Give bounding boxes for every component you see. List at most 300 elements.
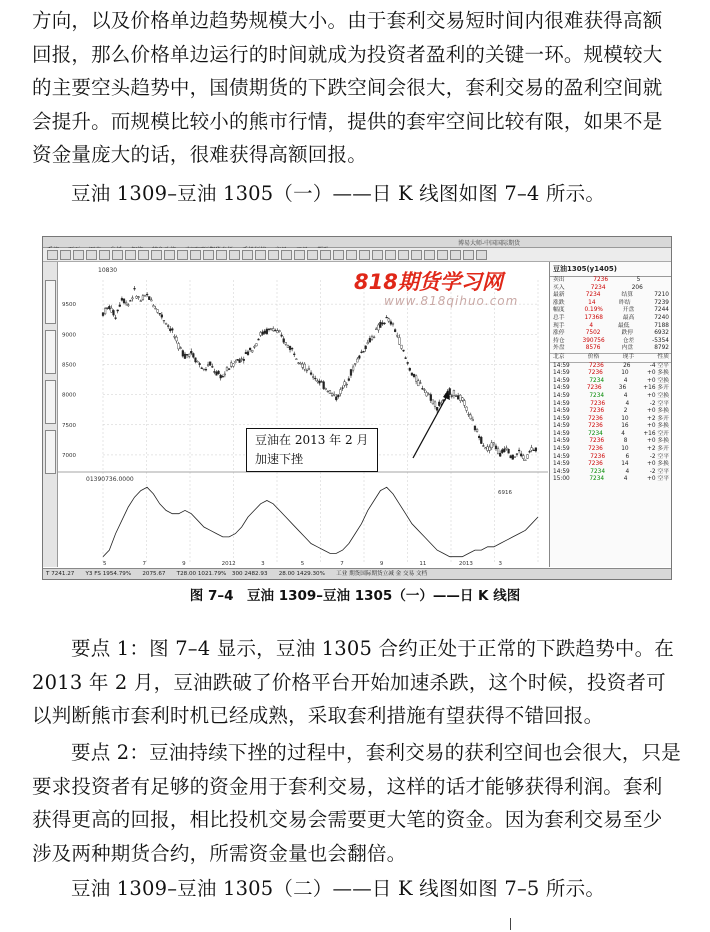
tick-cell: 7236	[589, 408, 605, 415]
tick-cell: 2	[623, 408, 628, 415]
candle-body	[468, 414, 470, 415]
tick-row	[550, 385, 672, 393]
price-label: 9500	[62, 302, 76, 309]
candle-body	[285, 342, 287, 344]
candle-body	[308, 368, 310, 369]
candle-body	[373, 337, 375, 338]
month-label: 2013	[458, 561, 473, 567]
tick-cell: 7236	[588, 370, 603, 377]
toolbar-button-icon[interactable]	[229, 250, 240, 260]
candle-body	[411, 373, 413, 375]
candle-body	[529, 451, 531, 452]
tick-cell: 4	[625, 400, 630, 407]
candle-body	[480, 437, 482, 443]
candle-body	[213, 371, 215, 372]
candle-body	[422, 388, 424, 389]
tick-cell: +0 多换	[647, 370, 669, 377]
tick-cell: 10	[621, 370, 629, 377]
quote-cell: 最高	[622, 314, 635, 321]
candle-body	[476, 429, 478, 431]
candle-body	[327, 391, 329, 392]
ticks-header-cell: 现手	[622, 353, 635, 360]
toolbar-button-icon[interactable]	[294, 250, 305, 260]
candle-body	[253, 346, 255, 347]
candle-body	[424, 390, 426, 391]
candle-body	[104, 309, 106, 314]
candle-body	[319, 381, 321, 383]
candle-body	[533, 450, 535, 451]
candle-body	[401, 345, 403, 348]
quote-cell: 0.19%	[584, 307, 603, 314]
month-label: 9	[182, 561, 186, 567]
candle-body	[432, 400, 434, 404]
quote-cell: 最低	[617, 322, 630, 329]
candle-body	[195, 358, 197, 362]
tick-cell: 14:59	[553, 446, 570, 453]
candle-body	[369, 338, 371, 342]
tick-cell: 14:59	[553, 468, 570, 475]
quote-cell: 结算	[621, 292, 634, 299]
candle-body	[470, 415, 472, 419]
candle-body	[333, 394, 335, 395]
candle-body	[449, 388, 451, 394]
candle-body	[205, 369, 207, 370]
candle-body	[279, 330, 281, 331]
toolbar-button-icon[interactable]	[164, 250, 175, 260]
tick-cell: 4	[623, 377, 628, 384]
toolbar-button-icon[interactable]	[125, 250, 136, 260]
tick-cell: 7236	[590, 400, 606, 407]
candle-body	[535, 448, 537, 451]
candle-body	[184, 354, 186, 359]
quote-cell: 7240	[654, 314, 669, 321]
candle-body	[144, 295, 146, 296]
tick-cell: 14:59	[553, 392, 570, 399]
candle-body	[342, 388, 344, 389]
tick-cell: +0 空换	[647, 377, 669, 384]
tick-cell: 14:59	[553, 415, 570, 422]
tick-cell: +0 多换	[647, 438, 669, 445]
paragraph-3: 要点 1：图 7–4 显示，豆油 1305 合约正处于正常的下跌趋势中。在 2013 年 2 月，豆油跌破了价格平台开始加速杀跌，这个时候，投资者可以判断熊市套利时机已经成熟，采取套利措施有望获得不错回报。	[32, 637, 674, 727]
tick-cell: 14:59	[553, 362, 570, 369]
candle-body	[150, 300, 152, 301]
toolbar-button-icon[interactable]	[242, 250, 253, 260]
page-mark	[510, 918, 511, 930]
toolbar-button-icon[interactable]	[60, 250, 71, 260]
tick-cell: 15:00	[553, 476, 570, 483]
tick-cell: 7236	[588, 415, 603, 422]
tick-cell: 7234	[590, 468, 606, 475]
candle-body	[180, 348, 182, 349]
candle-body	[464, 401, 466, 406]
candle-body	[277, 331, 279, 333]
quote-cell: 内盘	[621, 345, 634, 352]
left-tab	[45, 380, 56, 424]
tick-cell: 14:59	[553, 453, 570, 460]
candle-body	[461, 398, 463, 401]
quote-cell: -5354	[652, 337, 669, 344]
candle-body	[234, 361, 236, 362]
toolbar-button-icon[interactable]	[398, 250, 409, 260]
tick-row	[550, 423, 672, 431]
candle-body	[251, 350, 253, 352]
toolbar-button-icon[interactable]	[99, 250, 110, 260]
toolbar-button-icon[interactable]	[476, 250, 487, 260]
candle-body	[134, 288, 136, 289]
month-label: 7	[142, 561, 147, 567]
candle-body	[201, 368, 203, 369]
candle-body	[396, 335, 398, 336]
quote-cell: 5	[636, 277, 641, 283]
candle-body	[413, 374, 415, 377]
tick-cell: 14:59	[553, 461, 570, 468]
toolbar-button-icon[interactable]	[437, 250, 448, 260]
tick-cell: +0 空换	[647, 392, 669, 399]
candle-body	[197, 361, 199, 362]
candle-body	[390, 322, 392, 325]
tick-cell: +0 空平	[647, 476, 669, 483]
toolbar-button-icon[interactable]	[463, 250, 474, 260]
menu-bar	[43, 237, 671, 248]
toolbar-button-icon[interactable]	[151, 250, 162, 260]
quote-cell: 现手	[553, 322, 565, 329]
tick-cell: -2 空平	[649, 400, 669, 407]
candle-body	[451, 396, 453, 397]
candle-body	[226, 367, 228, 371]
candle-body	[289, 346, 291, 349]
toolbar-button-icon[interactable]	[86, 250, 97, 260]
candle-body	[199, 363, 201, 364]
candle-body	[119, 305, 121, 306]
price-label: 7000	[62, 452, 76, 459]
candle-body	[140, 301, 142, 302]
quote-cell: 6932	[654, 330, 669, 337]
candle-body	[304, 364, 306, 369]
candle-body	[520, 454, 522, 456]
candle-body	[516, 454, 518, 455]
quote-cell: 跌停	[621, 330, 634, 337]
candle-body	[188, 354, 190, 356]
tick-cell: 8	[623, 438, 628, 445]
tick-cell: 14:59	[553, 430, 570, 437]
candle-body	[403, 350, 405, 351]
candle-body	[489, 447, 491, 450]
toolbar-button-icon[interactable]	[307, 250, 318, 260]
toolbar-button-icon[interactable]	[203, 250, 214, 260]
candle-body	[503, 449, 505, 452]
annotation-line-2: 加速下挫	[255, 452, 304, 466]
paragraph-4: 要点 2：豆油持续下挫的过程中，套利交易的获利空间也会很大，只是要求投资者有足够的资金用于套利交易，这样的话才能够获得利润。套利获得更高的回报，相比投机交易会需要更大笔的资金。因为套利交易至少涉及两种期货合约，所需资金量也会翻倍。	[32, 741, 682, 865]
candle-body	[268, 329, 270, 330]
candle-body	[388, 319, 390, 321]
tick-cell: 14:59	[553, 400, 570, 407]
quote-cell: 幅度	[553, 307, 565, 314]
tick-row	[550, 461, 672, 469]
candle-body	[508, 449, 510, 453]
toolbar-button-icon[interactable]	[216, 250, 227, 260]
candle-body	[346, 384, 348, 385]
toolbar-button-icon[interactable]	[346, 250, 357, 260]
toolbar-button-icon[interactable]	[268, 250, 279, 260]
candle-body	[527, 455, 529, 459]
candle-body	[436, 407, 438, 410]
candle-body	[361, 352, 363, 353]
candle-body	[344, 382, 346, 386]
tick-cell: -2 空平	[649, 453, 669, 460]
candle-body	[190, 351, 192, 353]
candle-body	[405, 358, 407, 359]
price-label: 8500	[62, 362, 76, 369]
candle-body	[392, 323, 394, 324]
tick-cell: 4	[621, 430, 625, 437]
quote-cell: 8792	[654, 345, 669, 352]
candle-body	[497, 449, 499, 454]
paragraph-5: 豆油 1309–豆油 1305（二）——日 K 线图如图 7–5 所示。	[71, 877, 606, 900]
quote-cell: 仓差	[622, 337, 635, 344]
tick-cell: 7236	[588, 423, 603, 430]
ticks-list	[550, 363, 672, 485]
month-label: 3	[498, 561, 502, 567]
quote-cell: 7244	[654, 307, 669, 314]
candle-body	[493, 443, 495, 444]
toolbar-button-icon[interactable]	[411, 250, 422, 260]
status-bar: T 7241.27 Y3 FS 1954.79% 2075.67 T28.00 1021.79% 300 2482.93 28.00 1429.30% 工业 期货国际期货立减 金 交易 文档	[43, 568, 672, 580]
candle-body	[314, 378, 316, 379]
toolbar-button-icon[interactable]	[424, 250, 435, 260]
candle-body	[524, 460, 526, 461]
quote-cell: 14	[588, 299, 596, 306]
tick-cell: 14:59	[553, 377, 570, 384]
candle-body	[310, 373, 312, 375]
candle-body	[466, 407, 468, 410]
quote-cell: 最新	[553, 292, 565, 299]
candle-body	[163, 320, 165, 321]
candle-body	[331, 393, 333, 395]
month-label: 5	[103, 561, 107, 567]
candle-body	[245, 352, 247, 353]
quote-cell: 7210	[654, 292, 669, 299]
figure-caption: 图 7–4 豆油 1309–豆油 1305（一）——日 K 线图	[189, 588, 521, 604]
candle-body	[453, 390, 455, 395]
quote-cell: 206	[631, 284, 643, 291]
candle-body	[258, 339, 260, 340]
candle-body	[287, 345, 289, 347]
window-title: 博易大师-中国国际期货	[458, 240, 521, 247]
month-label: 9	[379, 561, 384, 567]
toolbar-button-icon[interactable]	[73, 250, 84, 260]
candle-body	[302, 364, 304, 367]
candle-body	[428, 394, 430, 395]
tick-cell: +0 多换	[647, 423, 669, 430]
candle-body	[182, 351, 184, 357]
axis-top-label: 10830	[98, 267, 118, 274]
quote-cell: 390756	[582, 337, 605, 344]
tick-cell: 16	[621, 423, 629, 430]
tick-cell: 7236	[590, 453, 606, 460]
candle-body	[266, 329, 268, 334]
price-label: 7500	[62, 422, 76, 429]
candle-body	[232, 364, 234, 367]
left-tab	[45, 430, 56, 474]
tick-row	[550, 408, 672, 416]
left-tab	[45, 280, 56, 324]
candle-body	[419, 383, 421, 384]
left-tab	[45, 330, 56, 374]
candle-body	[249, 348, 251, 350]
paragraph-1: 方向，以及价格单边趋势规模大小。由于套利交易短时间内很难获得高额回报，那么价格单边运行的时间就成为投资者盈利的关键一环。规模较大的主要空头趋势中，国债期货的下跌空间会很大，套利交易的盈利空间就会提升。而规模比较小的熊市行情，提供的套牢空间比较有限，如果不是资金量庞大的话，很难获得高额回报。	[32, 9, 663, 166]
month-label: 2012	[221, 561, 236, 567]
quote-cell: 7239	[654, 299, 669, 306]
toolbar-button-icon[interactable]	[333, 250, 344, 260]
candle-body	[293, 354, 295, 355]
toolbar-button-icon[interactable]	[255, 250, 266, 260]
candle-body	[487, 447, 489, 451]
axis-bottom-label: 01390736.0000	[86, 476, 134, 483]
toolbar-button-icon[interactable]	[138, 250, 149, 260]
quote-summary-row	[550, 323, 672, 331]
candle-body	[138, 297, 140, 298]
tick-cell: 4	[623, 476, 628, 483]
quote-summary-row	[550, 345, 672, 353]
month-label: 11	[419, 561, 427, 567]
low-label: 6916	[498, 490, 512, 496]
candle-body	[171, 329, 173, 330]
candle-body	[300, 363, 302, 364]
candle-body	[230, 363, 232, 366]
tick-cell: 4	[623, 392, 628, 399]
candle-body	[121, 298, 123, 300]
candle-body	[457, 396, 459, 400]
candle-body	[178, 344, 180, 349]
month-label: 3	[261, 561, 265, 567]
candle-body	[514, 457, 516, 458]
candle-body	[220, 375, 222, 378]
tick-cell: +2 多开	[647, 415, 669, 422]
toolbar-button-icon[interactable]	[385, 250, 396, 260]
candle-body	[485, 448, 487, 449]
candle-body	[142, 296, 144, 300]
candle-body	[102, 313, 104, 316]
candle-body	[365, 346, 367, 349]
candle-body	[274, 330, 276, 331]
quote-summary-row	[550, 277, 672, 285]
toolbar	[43, 248, 671, 262]
quote-cell: 买入	[553, 284, 565, 291]
candle-body	[482, 446, 484, 447]
candle-body	[430, 395, 432, 401]
candle-body	[123, 299, 125, 303]
candle-body	[407, 362, 409, 363]
tick-cell: 14:59	[553, 370, 570, 377]
candle-body	[409, 368, 411, 370]
candle-body	[207, 365, 209, 366]
candle-body	[501, 450, 503, 453]
candle-body	[125, 302, 127, 303]
toolbar-button-icon[interactable]	[112, 250, 123, 260]
quote-summary-row	[550, 300, 672, 308]
candle-body	[262, 332, 264, 335]
candle-body	[371, 337, 373, 340]
candle-body	[379, 322, 381, 327]
tick-cell: +16 空开	[643, 430, 669, 437]
tick-cell: +0 多换	[647, 461, 669, 468]
quote-cell: 持仓	[553, 337, 565, 344]
candle-body	[270, 328, 272, 329]
toolbar-button-icon[interactable]	[177, 250, 188, 260]
tick-cell: 6	[625, 453, 630, 460]
quote-cell: 7502	[585, 330, 601, 337]
quote-cell: 7188	[654, 322, 669, 329]
tick-row	[550, 393, 672, 401]
candle-body	[167, 326, 169, 327]
candle-body	[224, 374, 226, 375]
candle-body	[323, 382, 325, 389]
candle-body	[264, 331, 266, 334]
ticks-header-cell: 北京	[553, 353, 565, 360]
candle-body	[241, 359, 243, 360]
quote-cell: 17368	[584, 314, 603, 321]
quote-cell: 昨结	[619, 299, 631, 306]
candle-body	[352, 367, 354, 370]
candle-body	[459, 395, 461, 401]
toolbar-button-icon[interactable]	[450, 250, 461, 260]
price-label: 9000	[62, 332, 76, 339]
tick-cell: 7236	[588, 446, 603, 453]
toolbar-button-icon[interactable]	[372, 250, 383, 260]
quote-summary-row	[550, 292, 672, 300]
tick-cell: +2 多开	[647, 446, 669, 453]
candle-body	[377, 325, 379, 330]
candle-body	[512, 455, 514, 459]
toolbar-button-icon[interactable]	[281, 250, 292, 260]
toolbar-button-icon[interactable]	[359, 250, 370, 260]
candle-body	[136, 296, 138, 298]
candle-body	[228, 369, 230, 370]
candle-body	[146, 294, 148, 295]
candle-body	[356, 359, 358, 362]
tick-cell: 7236	[589, 438, 605, 445]
candle-body	[472, 419, 474, 420]
ticks-header-cell: 价格	[587, 353, 600, 360]
toolbar-button-icon[interactable]	[320, 250, 331, 260]
candle-body	[192, 353, 194, 357]
tick-cell: 14:59	[553, 423, 570, 430]
candle-body	[474, 426, 476, 430]
candle-body	[398, 337, 400, 344]
candle-body	[272, 329, 274, 331]
quote-summary-row	[550, 307, 672, 315]
candle-body	[281, 335, 283, 336]
left-panel	[43, 262, 58, 567]
quote-cell: 涨停	[553, 330, 565, 337]
candle-body	[417, 381, 419, 386]
candle-body	[531, 448, 533, 451]
toolbar-button-icon[interactable]	[47, 250, 58, 260]
candle-body	[106, 308, 108, 309]
candle-body	[283, 339, 285, 343]
quote-cell: 7236	[593, 277, 609, 283]
watermark-brand: 818期货学习网	[354, 270, 503, 294]
candle-body	[348, 379, 350, 381]
tick-cell: +0 多换	[647, 408, 669, 415]
candle-body	[455, 396, 457, 397]
candle-body	[216, 372, 218, 375]
candle-body	[117, 310, 119, 311]
annotation-box	[246, 428, 378, 472]
quote-cell: 4	[589, 322, 594, 329]
toolbar-button-icon[interactable]	[190, 250, 201, 260]
candle-body	[260, 332, 262, 335]
